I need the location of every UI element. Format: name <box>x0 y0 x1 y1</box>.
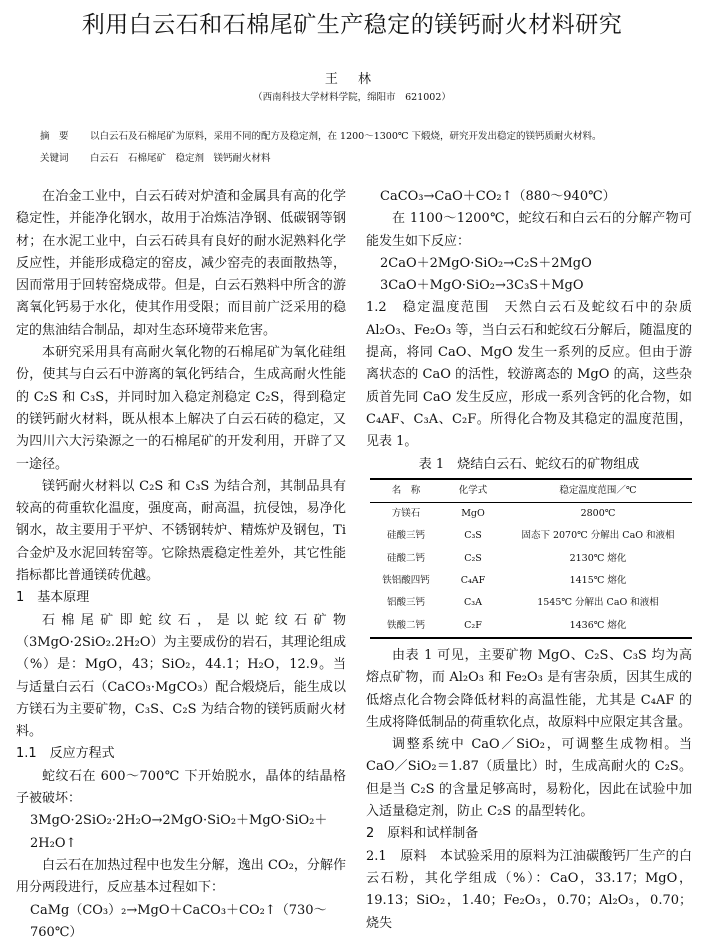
table-cell: C₃S <box>464 530 482 542</box>
table-header-cell: 化学式 <box>458 484 488 496</box>
table-cell: 2130℃ 熔化 <box>569 552 627 564</box>
table-body <box>370 503 692 638</box>
table-cell: C₄AF <box>460 575 486 587</box>
table-cell: 铝酸三钙 <box>386 597 425 609</box>
paragraph: 石棉尾矿即蛇纹石，是以蛇纹石矿物（3MgO·2SiO₂.2H₂O）为主要成份的岩石，其理论组成（%）是：MgO，43；SiO₂，44.1；H₂O，12.9。当与适量白云石（CaCO₃·MgCO₃）配合煅烧后，能生成以方镁石为主要矿物，C₃S、C₂S 为结合物的镁钙质耐火材料。 <box>16 612 346 740</box>
abstract-label: 摘 要 <box>40 131 69 142</box>
paragraph: 调整系统中 CaO／SiO₂，可调整生成物相。当 CaO／SiO₂＝1.87（质量比）时，生成高耐火的 C₂S。但是当 C₂S 的含量足够高时，易粉化，因此在试验中加入适量稳定剂，防止 C₂S 的晶型转化。 <box>366 737 692 820</box>
mineral-table <box>370 478 692 639</box>
equation: 3CaO＋MgO·SiO₂→3C₃S＋MgO <box>380 278 584 294</box>
section-heading: 1 基本原理 <box>16 590 90 606</box>
paragraph: 在冶金工业中，白云石砖对炉渣和金属具有高的化学稳定性，并能净化钢水，故用于冶炼洁净钢、低碳钢等钢材；在水泥工业中，白云石砖具有良好的耐水泥熟料化学反应性，并能形成稳定的窑皮，减少窑壳的表面散热等，因而常用于回转窑烧成带。但是，白云石熟料中所含的游离氧化钙易于水化，使其作用受限；而目前广泛采用的稳定的焦油结合制品，却对生态环境带来危害。 <box>16 189 346 338</box>
right-column-bottom <box>366 645 692 935</box>
paragraph: 蛇纹石在 600～700℃ 下开始脱水，晶体的结晶格子被破坏： <box>16 768 346 807</box>
equation: 760℃） <box>30 924 83 940</box>
keywords <box>40 150 680 164</box>
abstract <box>40 128 680 142</box>
right-column-top <box>366 186 692 454</box>
paragraph: 在 1100～1200℃，蛇纹石和白云石的分解产物可能发生如下反应： <box>366 211 692 249</box>
equation: CaCO₃→CaO＋CO₂↑（880～940℃） <box>380 189 616 204</box>
keywords-label: 关键词 <box>40 153 69 164</box>
equation: 2CaO＋2MgO·SiO₂→C₂S＋2MgO <box>380 255 592 271</box>
paragraph: 由表 1 可见，主要矿物 MgO、C₂S、C₃S 均为高熔点矿物，而 Al₂O₃ 和 Fe₂O₃ 是有害杂质，因其生成的低熔点化合物会降低材料的高温性能，尤其是 C₄AF 的生成将降低制品的荷重软化点，故原料中应限定其含量。 <box>366 647 692 730</box>
paragraph: 本研究采用具有高耐火氧化物的石棉尾矿为氧化硅组份，使其与白云石中游离的氧化钙结合，生成高耐火性能的 C₂S 和 C₃S，并同时加入稳定剂稳定 C₂S，得到稳定的镁钙耐火材料，既从根本上解决了白云石砖的稳定，又为四川六大污染源之一的石棉尾矿的开发利用，开辟了又一途径。 <box>16 345 346 472</box>
equation: 2H₂O↑ <box>30 835 77 851</box>
table-row <box>370 503 692 526</box>
table-cell: 固态下 2070℃ 分解出 CaO 和液相 <box>521 530 675 542</box>
table-cell: 1545℃ 分解出 CaO 和液相 <box>537 597 659 609</box>
table-caption: 表 1 烧结白云石、蛇纹石的矿物组成 <box>418 456 640 472</box>
section-heading: 1.1 反应方程式 <box>16 746 115 762</box>
abstract-text: 以白云石及石棉尾矿为原料，采用不同的配方及稳定剂，在 1200～1300℃ 下煅烧，研究开发出稳定的镁钙质耐火材料。 <box>90 131 602 142</box>
table-row <box>370 548 692 570</box>
table-cell: 1436℃ 熔化 <box>569 619 627 631</box>
table-cell: 铁铝酸四钙 <box>382 575 430 587</box>
table-cell: C₃A <box>464 597 482 609</box>
table-header-row <box>370 479 692 503</box>
table-row <box>370 615 692 638</box>
table-header-cell: 稳定温度范围／℃ <box>559 484 637 496</box>
table-row <box>370 525 692 547</box>
author: 王 林 <box>324 72 380 87</box>
table-header-cell: 名 称 <box>391 484 421 496</box>
table-row <box>370 592 692 614</box>
table-cell: C₂S <box>464 552 482 564</box>
affiliation: （西南科技大学材料学院，绵阳市 621002） <box>253 92 451 103</box>
paragraph: 1.2 稳定温度范围 天然白云石及蛇纹石中的杂质 Al₂O₃、Fe₂O₃ 等，当白云石和蛇纹石分解后，随温度的提高，将同 CaO、MgO 发生一系列的反应。但由于游离状态的 CaO 的活性，较游离态的 MgO 的高，这些杂质首先同 CaO 发生反应，形成一系列含钙的化合物，如 C₄AF、C₃A、C₂F。所得化合物及其稳定的温度范围，见表 1。 <box>366 300 692 450</box>
paper-title: 利用白云石和石棉尾矿生产稳定的镁钙耐火材料研究 <box>81 12 623 38</box>
paragraph: 白云石在加热过程中也发生分解，逸出 CO₂，分解作用分两段进行，反应基本过程如下： <box>16 857 346 896</box>
table-cell: 2800℃ <box>580 508 616 520</box>
equation: CaMg（CO₃）₂→MgO＋CaCO₃＋CO₂↑（730～ <box>30 902 327 918</box>
table-cell: 硅酸三钙 <box>386 530 425 542</box>
paragraph: 2.1 原料 本试验采用的原料为江油碳酸钙厂生产的白云石粉，其化学组成（%）：CaO，33.17；MgO，19.13；SiO₂，1.40；Fe₂O₃，0.70；Al₂O₃，0.70；烧失 <box>366 848 692 931</box>
table-cell: 1415℃ 熔化 <box>569 575 627 587</box>
paragraph: 镁钙耐火材料以 C₂S 和 C₃S 为结合剂，其制品具有较高的荷重软化温度，强度高，耐高温，抗侵蚀，易净化钢水，故主要用于平炉、不锈钢转炉、精炼炉及钢包，Ti 合金炉及水泥回转窑等。它除热震稳定性差外，其它性能指标都比普通镁砖优越。 <box>16 478 346 584</box>
table-cell: C₂F <box>464 619 482 631</box>
left-column <box>16 186 346 944</box>
table-cell: 铁酸二钙 <box>386 619 425 631</box>
table-cell: 硅酸二钙 <box>386 552 425 564</box>
section-heading: 2 原料和试样制备 <box>366 826 479 842</box>
table-cell: MgO <box>461 508 485 520</box>
keywords-text: 白云石 石棉尾矿 稳定剂 镁钙耐火材料 <box>90 153 271 164</box>
equation: 3MgO·2SiO₂·2H₂O→2MgO·SiO₂＋MgO·SiO₂＋ <box>30 813 328 829</box>
table-cell: 方镁石 <box>391 508 421 520</box>
right-column <box>366 186 692 935</box>
table-row <box>370 570 692 592</box>
